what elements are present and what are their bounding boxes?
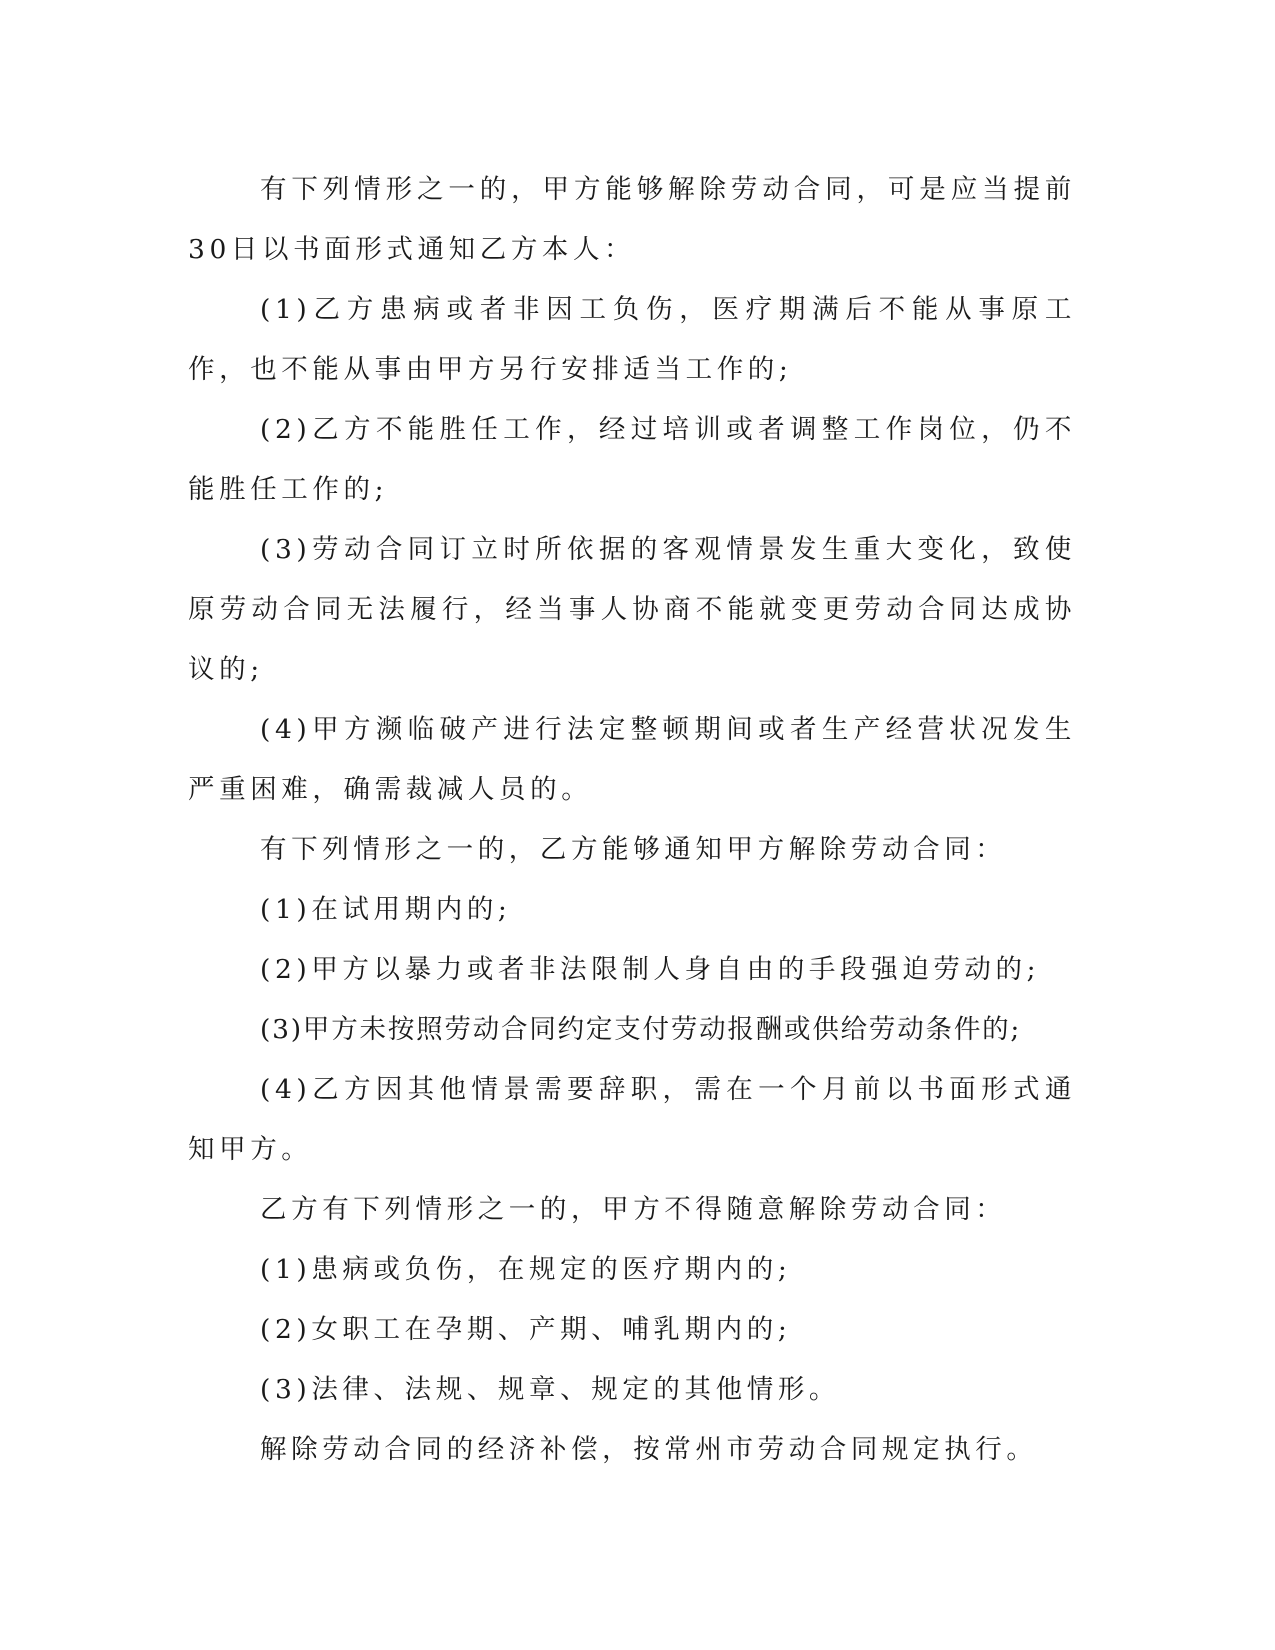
paragraph-employer-clause-1: (1)乙方患病或者非因工负伤，医疗期满后不能从事原工作，也不能从事由甲方另行安排适当工作的; xyxy=(188,294,1076,385)
paragraph-employee-clause-4: (4)乙方因其他情景需要辞职，需在一个月前以书面形式通知甲方。 xyxy=(188,1074,1076,1165)
document-page xyxy=(188,160,1076,1480)
paragraph-compensation: 解除劳动合同的经济补偿，按常州市劳动合同规定执行。 xyxy=(260,1434,1038,1465)
paragraph-employer-clause-4: (4)甲方濒临破产进行法定整顿期间或者生产经营状况发生严重困难，确需裁减人员的。 xyxy=(188,714,1076,805)
paragraph-employee-clause-1: (1)在试用期内的; xyxy=(260,894,512,925)
paragraph-employer-clause-2: (2)乙方不能胜任工作，经过培训或者调整工作岗位，仍不能胜任工作的; xyxy=(188,414,1076,505)
paragraph-protected-clause-3: (3)法律、法规、规章、规定的其他情形。 xyxy=(260,1374,841,1405)
paragraph-employee-clause-3: (3)甲方未按照劳动合同约定支付劳动报酬或供给劳动条件的; xyxy=(260,1014,1022,1045)
paragraph-employee-clause-2: (2)甲方以暴力或者非法限制人身自由的手段强迫劳动的; xyxy=(260,954,1041,985)
paragraph-employee-termination-intro: 有下列情形之一的，乙方能够通知甲方解除劳动合同： xyxy=(260,834,1007,865)
paragraph-protected-clause-1: (1)患病或负伤，在规定的医疗期内的; xyxy=(260,1254,792,1285)
paragraph-protected-clause-2: (2)女职工在孕期、产期、哺乳期内的; xyxy=(260,1314,792,1345)
paragraph-employer-clause-3: (3)劳动合同订立时所依据的客观情景发生重大变化，致使原劳动合同无法履行，经当事人协商不能就变更劳动合同达成协议的; xyxy=(188,534,1076,685)
paragraph-protected-intro: 乙方有下列情形之一的，甲方不得随意解除劳动合同： xyxy=(260,1194,1007,1225)
paragraph-employer-termination-intro: 有下列情形之一的，甲方能够解除劳动合同，可是应当提前30日以书面形式通知乙方本人： xyxy=(188,174,1076,265)
